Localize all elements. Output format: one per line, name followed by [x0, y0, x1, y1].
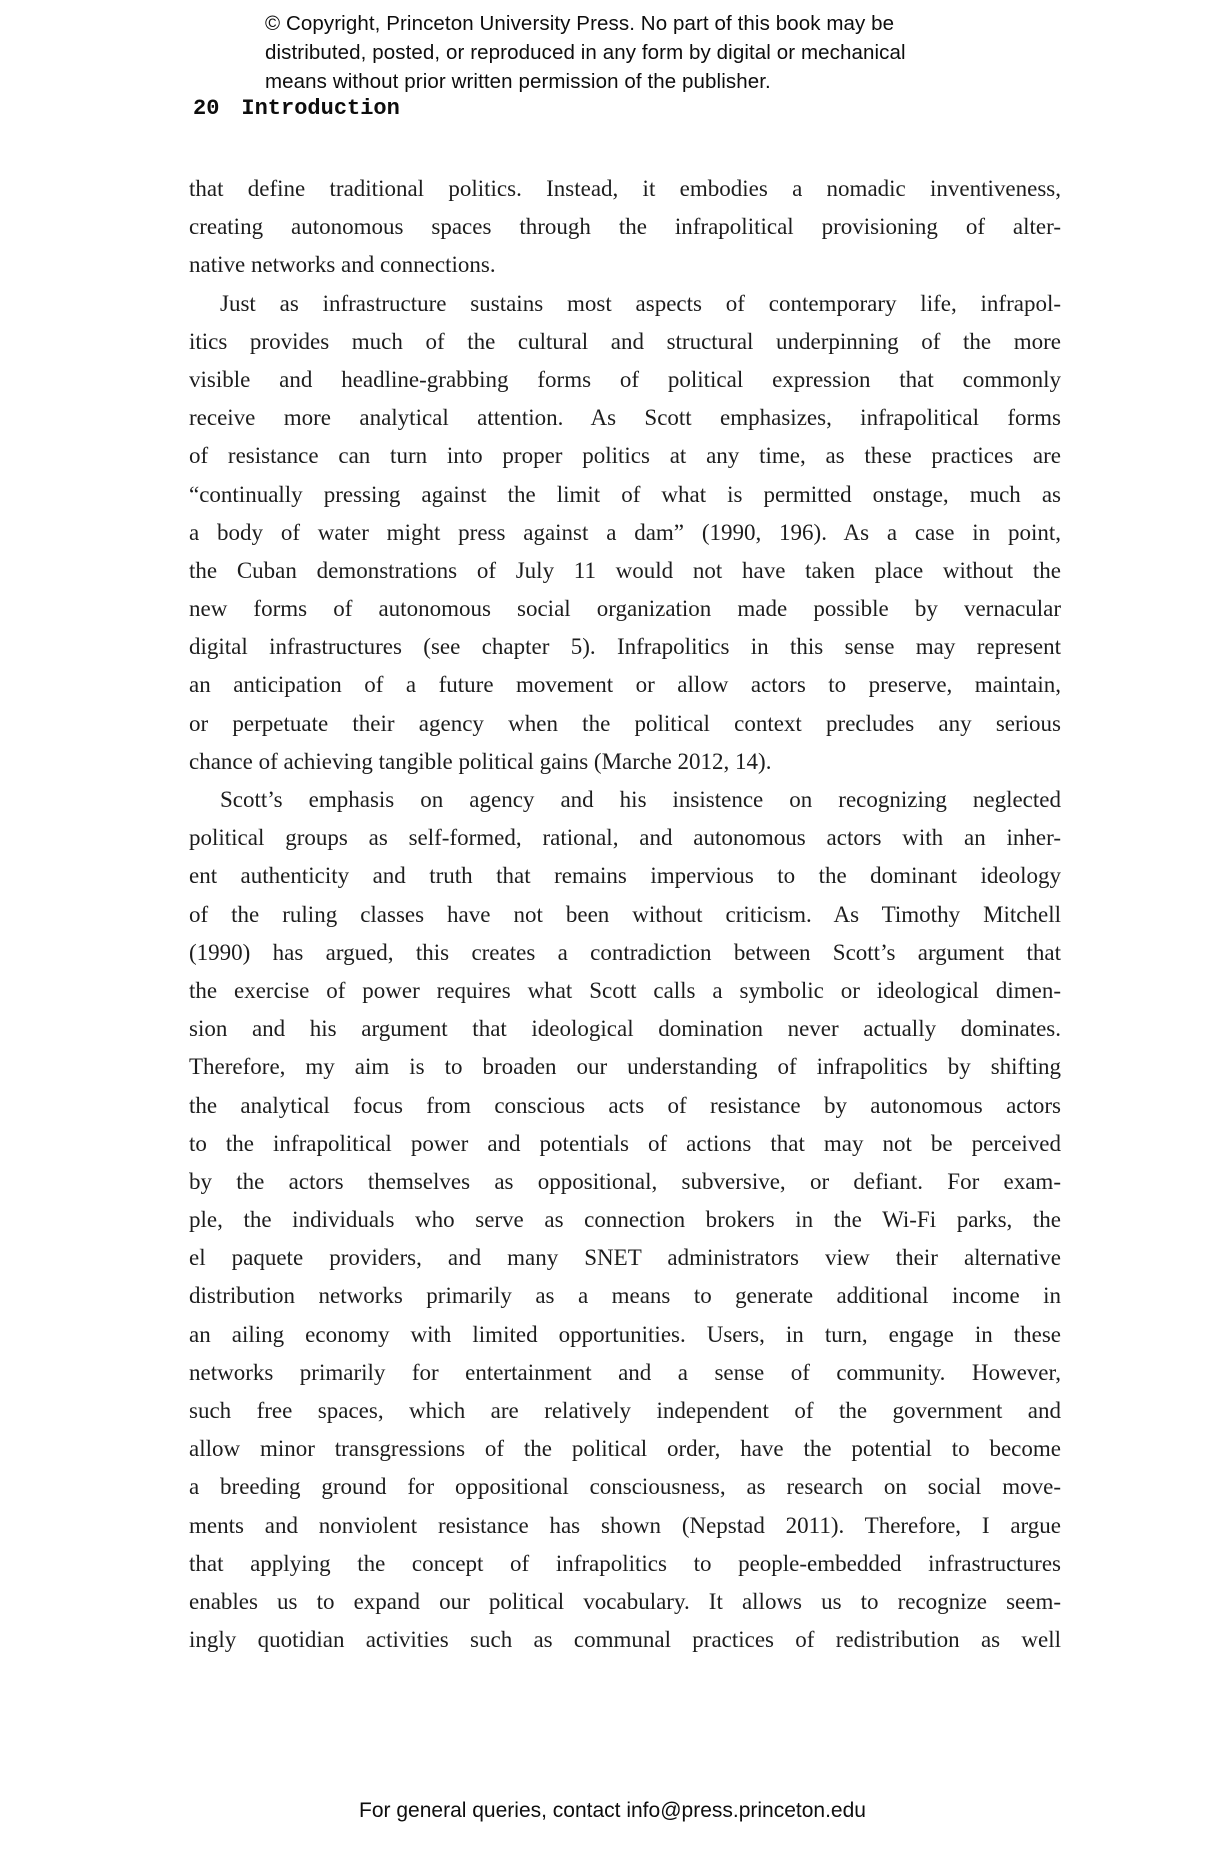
text-line: Just as infrastructure sustains most aspects of contemporary life, infrapol-: [220, 290, 1061, 316]
text-line: or perpetuate their agency when the political context precludes any serious: [189, 710, 1061, 736]
text-line: ent authenticity and truth that remains impervious to the dominant ideology: [189, 863, 1061, 889]
text-line: of resistance can turn into proper politics at any time, as these practices are: [189, 443, 1061, 469]
page-number: 20: [193, 96, 220, 121]
text-line: native networks and connections.: [189, 252, 496, 278]
text-line: distribution networks primarily as a means to generate additional income in: [189, 1283, 1061, 1309]
text-line: digital infrastructures (see chapter 5). Infrapolitics in this sense may represent: [189, 634, 1061, 660]
text-line: of the ruling classes have not been without criticism. As Timothy Mitchell: [189, 901, 1061, 927]
text-line: sion and his argument that ideological domination never actually dominates.: [189, 1016, 1061, 1042]
text-line: to the infrapolitical power and potentials of actions that may not be perceived: [189, 1130, 1061, 1156]
text-line: ingly quotidian activities such as communal practices of redistribution as well: [189, 1627, 1061, 1653]
text-line: enables us to expand our political vocabulary. It allows us to recognize seem-: [189, 1588, 1061, 1614]
text-line: by the actors themselves as oppositional, subversive, or defiant. For exam-: [189, 1168, 1061, 1194]
text-line: receive more analytical attention. As Scott emphasizes, infrapolitical forms: [189, 405, 1061, 431]
section-title: Introduction: [241, 96, 400, 121]
text-line: an anticipation of a future movement or allow actors to preserve, maintain,: [189, 672, 1061, 698]
text-line: “continually pressing against the limit of what is permitted onstage, much as: [189, 481, 1061, 507]
text-line: Therefore, my aim is to broaden our understanding of infrapolitics by shifting: [189, 1054, 1061, 1080]
text-line: itics provides much of the cultural and structural underpinning of the more: [189, 328, 1061, 354]
text-line: that define traditional politics. Instead, it embodies a nomadic inventiveness,: [189, 176, 1061, 201]
text-line: ple, the individuals who serve as connection brokers in the Wi-Fi parks, the: [189, 1207, 1061, 1233]
text-line: new forms of autonomous social organization made possible by vernacular: [189, 596, 1061, 622]
copyright-line: means without prior written permission of the publisher.: [265, 70, 771, 93]
text-line: the exercise of power requires what Scott calls a symbolic or ideological dimen-: [189, 977, 1061, 1003]
text-line: chance of achieving tangible political gains (Marche 2012, 14).: [189, 748, 772, 774]
text-line: political groups as self-formed, rational, and autonomous actors with an inher-: [189, 825, 1061, 851]
body-text: [189, 170, 1061, 1659]
running-head: [193, 96, 400, 121]
text-line: el paquete providers, and many SNET administrators view their alternative: [189, 1245, 1061, 1271]
text-line: an ailing economy with limited opportunities. Users, in turn, engage in these: [189, 1321, 1061, 1347]
text-line: that applying the concept of infrapolitics to people-embedded infrastructures: [189, 1550, 1061, 1576]
text-line: a breeding ground for oppositional consciousness, as research on social move-: [189, 1474, 1061, 1500]
text-line: networks primarily for entertainment and a sense of community. However,: [189, 1359, 1061, 1385]
text-line: the Cuban demonstrations of July 11 would not have taken place without the: [189, 557, 1061, 583]
text-line: Scott’s emphasis on agency and his insistence on recognizing neglected: [220, 787, 1061, 812]
text-line: creating autonomous spaces through the infrapolitical provisioning of alter-: [189, 214, 1061, 240]
text-line: visible and headline-grabbing forms of political expression that commonly: [189, 366, 1061, 392]
footer-text: For general queries, contact info@press.princeton.edu: [359, 1799, 866, 1822]
copyright-line: distributed, posted, or reproduced in any form by digital or mechanical: [265, 41, 906, 64]
copyright-line: © Copyright, Princeton University Press. No part of this book may be: [265, 12, 895, 35]
text-line: the analytical focus from conscious acts of resistance by autonomous actors: [189, 1092, 1061, 1118]
text-line: ments and nonviolent resistance has shown (Nepstad 2011). Therefore, I argue: [189, 1512, 1061, 1538]
text-line: allow minor transgressions of the political order, have the potential to become: [189, 1436, 1061, 1462]
copyright-notice: [265, 9, 906, 96]
text-line: such free spaces, which are relatively independent of the government and: [189, 1398, 1061, 1423]
text-line: (1990) has argued, this creates a contradiction between Scott’s argument that: [189, 939, 1061, 965]
text-line: a body of water might press against a dam” (1990, 196). As a case in point,: [189, 519, 1061, 545]
